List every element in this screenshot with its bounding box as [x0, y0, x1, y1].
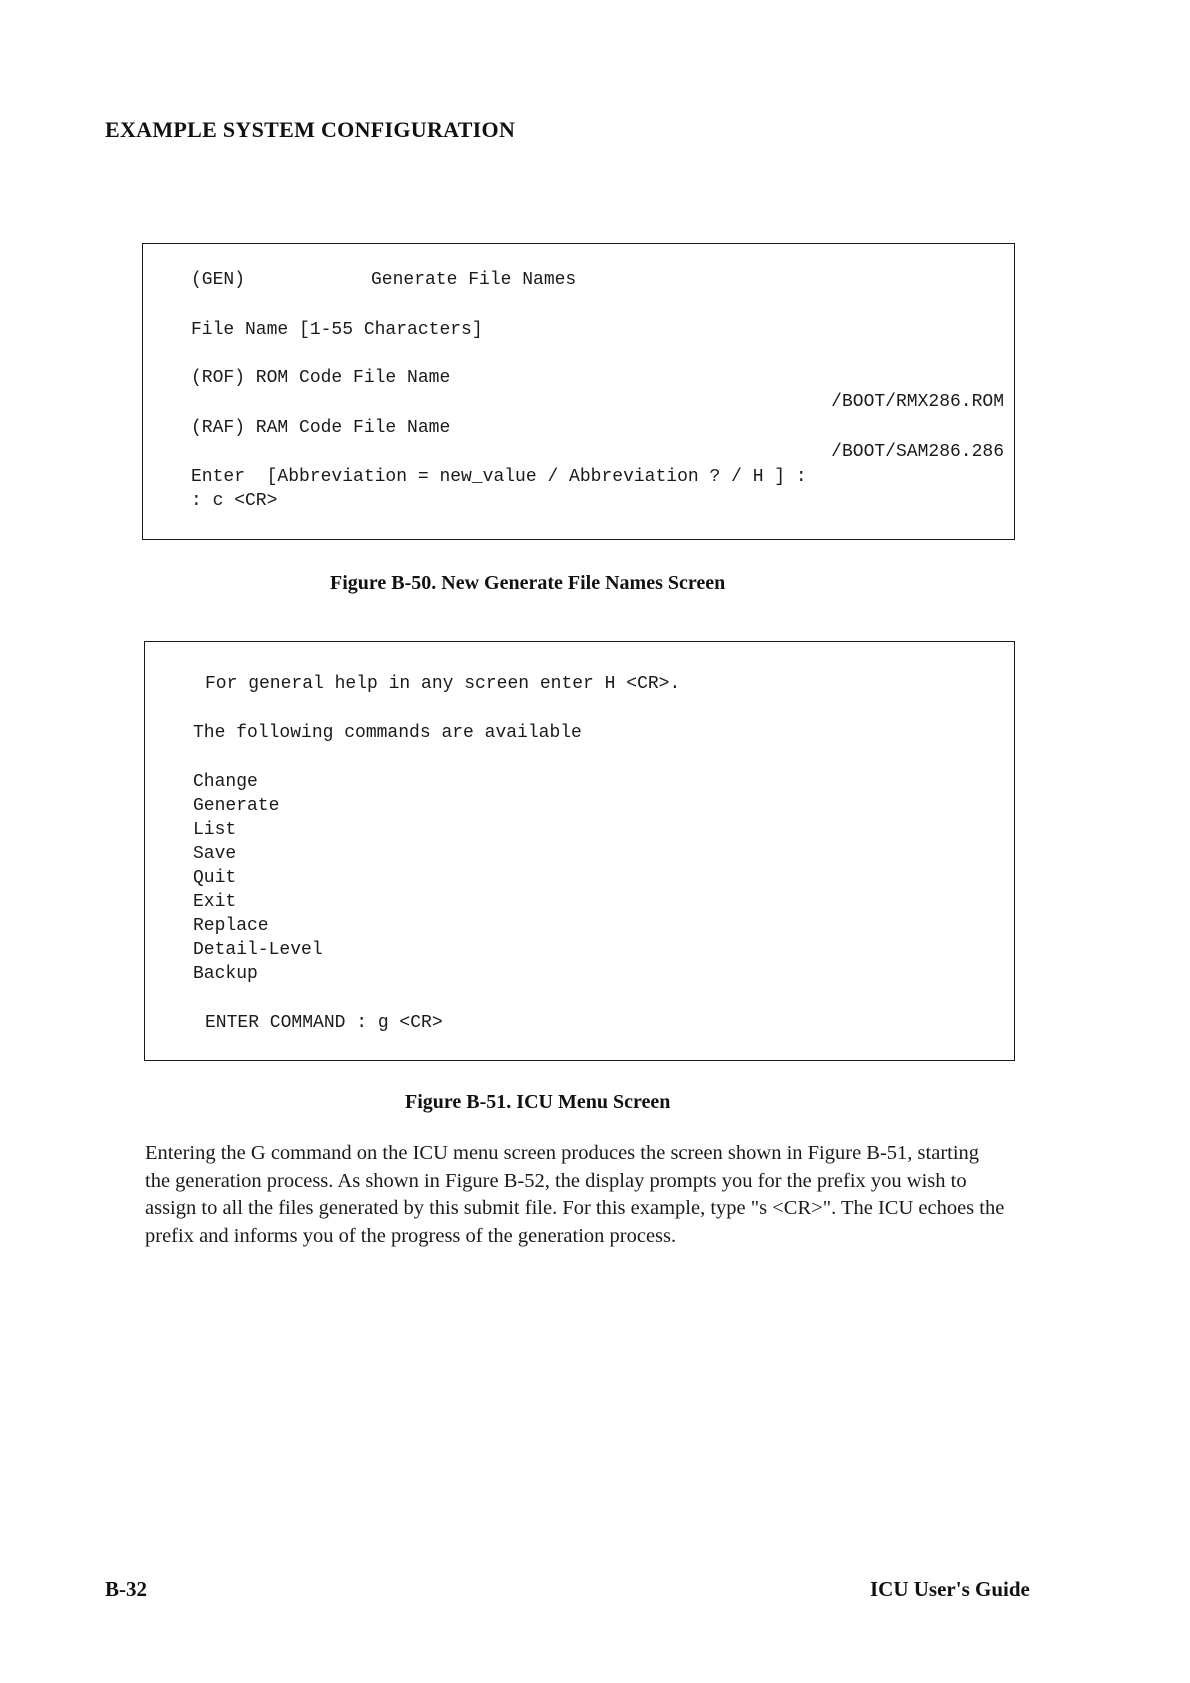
gen-title: Generate File Names: [371, 270, 577, 290]
command-item: Detail-Level: [193, 940, 323, 960]
command-item: Generate: [193, 796, 280, 816]
figure-b51-caption: Figure B-51. ICU Menu Screen: [405, 1091, 671, 1113]
commands-intro: The following commands are available: [193, 723, 582, 743]
running-head: EXAMPLE SYSTEM CONFIGURATION: [105, 117, 516, 142]
gen-tag: (GEN): [191, 270, 246, 290]
command-item: Change: [193, 772, 258, 792]
page-number: B-32: [105, 1577, 147, 1601]
command-input-line: : c <CR>: [191, 491, 278, 511]
enter-prompt: Enter [Abbreviation = new_value / Abbreviation ? / H ] :: [191, 467, 807, 487]
command-item: Backup: [193, 964, 258, 984]
guide-title: ICU User's Guide: [870, 1577, 1030, 1601]
help-line: For general help in any screen enter H <CR>.: [205, 674, 681, 694]
raf-value: /BOOT/SAM286.286: [831, 442, 1004, 462]
rof-label: (ROF) ROM Code File Name: [191, 368, 451, 388]
paragraph-text: Entering the G command on the ICU menu screen produces the screen shown in Figure B-51, starting the generation process. As shown in Figure B-52, the display prompts you for the prefix you wish to assign to all the files generated by this submit file. For this example, type "s <CR>". The ICU echoes the prefix and informs you of the progress of the generation process.: [145, 1142, 1005, 1247]
enter-command-line: ENTER COMMAND : g <CR>: [205, 1013, 443, 1033]
command-item: Quit: [193, 868, 237, 888]
figure-b50-caption: Figure B-50. New Generate File Names Screen: [330, 572, 726, 594]
body-paragraph: [145, 1140, 1005, 1250]
generate-file-names-screen: [142, 243, 1015, 540]
command-item: Exit: [193, 892, 237, 912]
rof-value: /BOOT/RMX286.ROM: [831, 392, 1004, 412]
file-name-prompt: File Name [1-55 Characters]: [191, 320, 483, 340]
command-item: Replace: [193, 916, 269, 936]
command-item: Save: [193, 844, 237, 864]
raf-label: (RAF) RAM Code File Name: [191, 418, 451, 438]
command-item: List: [193, 820, 237, 840]
icu-menu-screen: [144, 641, 1015, 1061]
